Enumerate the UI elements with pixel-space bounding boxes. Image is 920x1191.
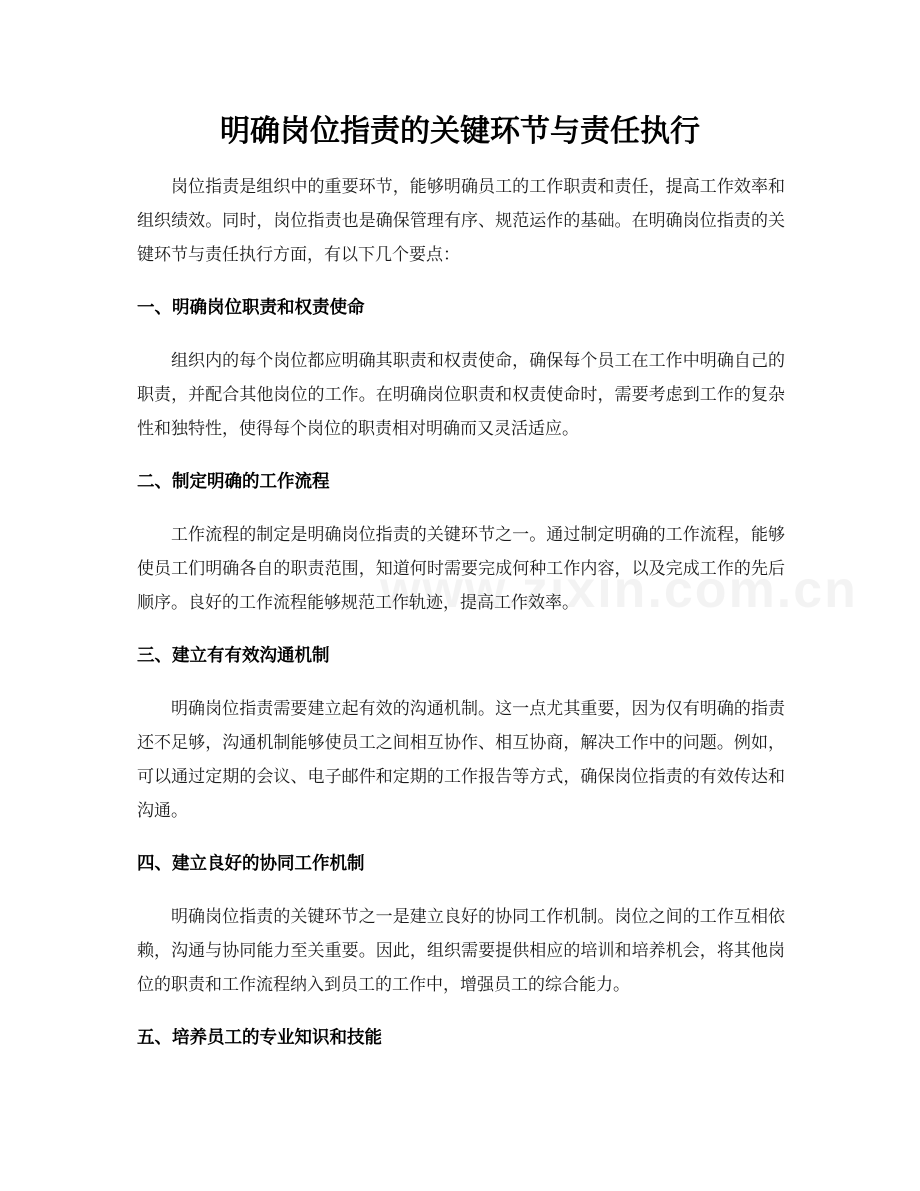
intro-paragraph: 岗位指责是组织中的重要环节，能够明确员工的工作职责和责任，提高工作效率和组织绩效。同时，岗位指责也是确保管理有序、规范运作的基础。在明确岗位指责的关键环节与责任执行方面，有以下几个要点：: [137, 177, 785, 265]
document-body: [137, 170, 785, 1055]
section-paragraph-1: 组织内的每个岗位都应明确其职责和权责使命，确保每个员工在工作中明确自己的职责，并配合其他岗位的工作。在明确岗位职责和权责使命时，需要考虑到工作的复杂性和独特性，使得每个岗位的职责相对明确而又灵活适应。: [137, 351, 785, 439]
section-heading-3: 三、建立有有效沟通机制: [137, 646, 330, 666]
section-paragraph-3: 明确岗位指责需要建立起有效的沟通机制。这一点尤其重要，因为仅有明确的指责还不足够，沟通机制能够使员工之间相互协作、相互协商，解决工作中的问题。例如，可以通过定期的会议、电子邮件和定期的工作报告等方式，确保岗位指责的有效传达和沟通。: [137, 699, 785, 821]
section-heading-5: 五、培养员工的专业知识和技能: [137, 1028, 382, 1048]
document-title: 明确岗位指责的关键环节与责任执行: [220, 114, 700, 149]
section-paragraph-4: 明确岗位指责的关键环节之一是建立良好的协同工作机制。岗位之间的工作互相依赖，沟通与协同能力至关重要。因此，组织需要提供相应的培训和培养机会，将其他岗位的职责和工作流程纳入到员工的工作中，增强员工的综合能力。: [137, 907, 785, 995]
section-heading-1: 一、明确岗位职责和权责使命: [137, 298, 365, 318]
section-heading-2: 二、制定明确的工作流程: [137, 472, 330, 492]
section-heading-4: 四、建立良好的协同工作机制: [137, 854, 365, 874]
section-paragraph-2: 工作流程的制定是明确岗位指责的关键环节之一。通过制定明确的工作流程，能够使员工们明确各自的职责范围，知道何时需要完成何种工作内容，以及完成工作的先后顺序。良好的工作流程能够规范工作轨迹，提高工作效率。: [137, 525, 785, 613]
